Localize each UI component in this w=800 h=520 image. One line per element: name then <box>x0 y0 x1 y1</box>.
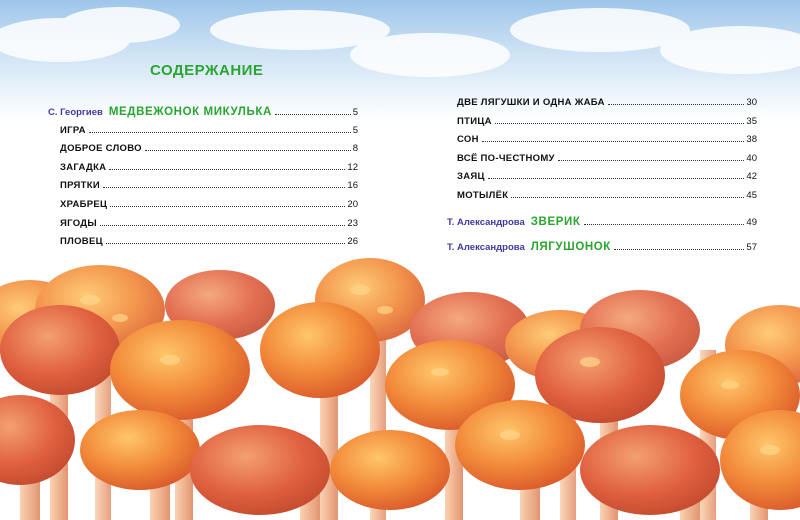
toc-entry[interactable] <box>447 190 757 209</box>
entry-title: ЗАГАДКА <box>60 161 107 173</box>
entry-title: ЛЯГУШОНОК <box>530 241 611 254</box>
entry-page: 49 <box>746 216 757 228</box>
entry-page: 42 <box>746 171 757 183</box>
toc-entry[interactable] <box>48 199 358 218</box>
entry-title: ПТИЦА <box>457 115 492 127</box>
page-title: СОДЕРЖАНИЕ <box>150 62 264 79</box>
dot-leader <box>608 104 745 105</box>
entry-title: ВСЁ ПО-ЧЕСТНОМУ <box>457 152 555 164</box>
entry-title: СОН <box>457 134 479 146</box>
dot-leader <box>109 169 345 170</box>
dot-leader <box>584 224 745 225</box>
toc-entry[interactable] <box>447 216 757 235</box>
toc-entry[interactable] <box>48 125 358 144</box>
toc-entry[interactable] <box>447 241 757 260</box>
dot-leader <box>89 132 351 133</box>
entry-title: МОТЫЛЁК <box>457 189 509 201</box>
entry-page: 38 <box>746 134 757 146</box>
dot-leader <box>275 114 351 115</box>
entry-page: 23 <box>347 217 358 229</box>
entry-page: 30 <box>746 97 757 108</box>
entry-author: Т. Александрова <box>447 216 525 228</box>
dot-leader <box>106 243 346 244</box>
toc-entry[interactable] <box>447 116 757 135</box>
entry-title: ХРАБРЕЦ <box>60 198 108 210</box>
dot-leader <box>482 141 745 142</box>
dot-leader <box>614 249 744 250</box>
entry-author: Т. Александрова <box>447 242 525 254</box>
entry-page: 35 <box>746 115 757 127</box>
entry-page: 20 <box>347 198 358 210</box>
toc-right-column <box>447 97 757 260</box>
entry-title: ПЛОВЕЦ <box>60 236 103 248</box>
entry-page: 5 <box>352 124 358 136</box>
dot-leader <box>103 187 345 188</box>
toc-entry[interactable] <box>48 106 358 125</box>
toc-entry[interactable] <box>48 218 358 237</box>
entry-title: ИГРА <box>60 124 86 136</box>
entry-page: 16 <box>347 180 358 192</box>
dot-leader <box>100 225 346 226</box>
toc-entry[interactable] <box>447 97 757 116</box>
entry-title: ПРЯТКИ <box>60 180 100 192</box>
entry-title: ЯГОДЫ <box>60 217 97 229</box>
entry-title: ДОБРОЕ СЛОВО <box>60 143 142 155</box>
dot-leader <box>488 178 745 179</box>
dot-leader <box>558 160 745 161</box>
toc-entry[interactable] <box>48 162 358 181</box>
dot-leader <box>110 206 345 207</box>
toc-entry[interactable] <box>447 134 757 153</box>
entry-title: ЗВЕРИК <box>530 215 581 228</box>
toc-entry[interactable] <box>48 143 358 162</box>
entry-title: МЕДВЕЖОНОК МИКУЛЬКА <box>108 106 272 118</box>
dot-leader <box>145 150 351 151</box>
entry-page: 5 <box>352 107 358 118</box>
entry-page: 57 <box>746 242 757 254</box>
toc-entry[interactable] <box>48 180 358 199</box>
entry-author: С. Георгиев <box>48 107 103 118</box>
entry-page: 26 <box>347 236 358 248</box>
entry-page: 8 <box>352 143 358 155</box>
clouds <box>0 7 800 77</box>
entry-page: 45 <box>746 189 757 201</box>
toc-left-column <box>48 106 358 255</box>
toc-entry[interactable] <box>447 171 757 190</box>
dot-leader <box>495 123 745 124</box>
toc-entry[interactable] <box>48 236 358 255</box>
dot-leader <box>511 197 744 198</box>
entry-title: ДВЕ ЛЯГУШКИ И ОДНА ЖАБА <box>457 97 605 108</box>
toc-entry[interactable] <box>447 153 757 172</box>
entry-page: 40 <box>746 152 757 164</box>
entry-title: ЗАЯЦ <box>457 171 485 183</box>
entry-page: 12 <box>347 161 358 173</box>
